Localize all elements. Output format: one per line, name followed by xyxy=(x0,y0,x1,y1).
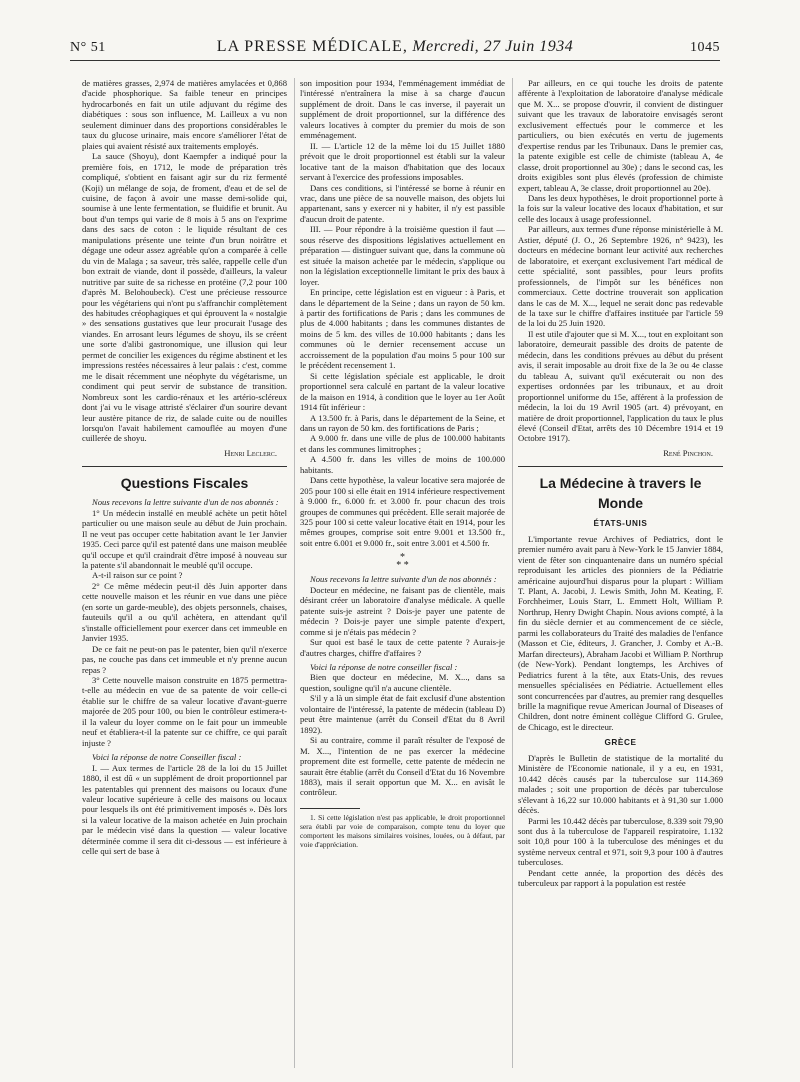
section-rule xyxy=(518,466,723,467)
column-divider xyxy=(512,78,513,1068)
paragraph: III. — Pour répondre à la troisième question il faut — sous réserve des dispositions législatives actuellement en préparation — distinguer suivant que, dans la commune où est située la maison achetée par le médecin, s'applique ou non la législation exceptionnelle limitant le prix des baux à loyer. xyxy=(300,224,505,287)
paragraph: D'après le Bulletin de statistique de la mortalité du Ministère de l'Economie nationale, il y a eu, en 1931, 10.442 décès causés par la tuberculose sur 114.369 malades ; soit une proportion de décès par tuberculose s'élevant à 16,22 sur 10.000 habitants et à 91,30 sur 1.000 décès. xyxy=(518,752,723,816)
masthead xyxy=(70,38,720,56)
reply-intro: Voici la réponse de notre conseiller fiscal : xyxy=(310,662,458,673)
paragraph: Parmi les 10.442 décès par tuberculose, 8.339 soit 79,90 sont dus à la tuberculose de l'appareil respiratoire, 1.132 soit 10,8 pour 100 à la tuberculose des méninges et du système nerveux central et 971, soit 9,3 pour 100 à d'autres tuberculoses. xyxy=(518,815,723,868)
paragraph: Si au contraire, comme il paraît résulter de l'exposé de M. X..., l'intention de ne pas exercer la médecine proprement dite est formelle, cette patente de médecin ne saurait être établie (arrêt du Conseil d'Etat du 16 Novembre 1883), mais il serait opportun que M. X... en avisât le contrôleur. xyxy=(300,735,505,798)
page-number: 1045 xyxy=(690,40,720,55)
paragraph: Docteur en médecine, ne faisant pas de clientèle, mais désirant créer un laboratoire d'analyse médicale. A quelle patente suis-je astreint ? Dois-je payer une patente de médecin ? Dois-je payer une simple patente d'expert, comme si je n'étais pas médecin ? xyxy=(300,584,505,637)
paragraph: A 9.000 fr. dans une ville de plus de 100.000 habitants et dans les communes limitrophes ; xyxy=(300,433,505,454)
section-rule xyxy=(82,466,287,467)
paragraph: Par ailleurs, aux termes d'une réponse ministérielle à M. Astier, député (J. O., 26 Septembre 1926, n° 9423), les docteurs en médecine bornant leur activité aux recherches de laboratoire, et exerçant exclusivement l'art médical de cette spécialité, sont passibles, pour leurs profits professionnels, de l'impôt sur les bénéfices non commerciaux. Cette doctrine trouverait son application dans le cas de M. X..., lequel ne serait donc pas redevable de la taxe sur le chiffre d'affaires instituée par l'article 59 de la loi du 25 Juin 1920. xyxy=(518,224,723,329)
asterism: * * * xyxy=(396,552,409,572)
paragraph: Bien que docteur en médecine, M. X..., dans sa question, souligne qu'il n'a aucune clientèle. xyxy=(300,672,505,693)
paragraph: Dans cette hypothèse, la valeur locative sera majorée de 205 pour 100 si elle était en 1914 inférieure respectivement à 9.000 fr., 6.000 fr. et 3.000 fr. pour chacun des trois groupes de communes qui précèdent. Elle serait majorée de 325 pour 100 si cette valeur locative était en 1914, pour les mêmes groupes, comprise soit entre 9.001 et 13.500 fr., soit entre 6.001 et 9.000 fr., soit entre 3.001 et 4.500 fr. xyxy=(300,475,505,548)
paragraph: A-t-il raison sur ce point ? xyxy=(92,570,183,581)
author-signature: Henri Leclerc. xyxy=(224,447,277,458)
issue-number: N° 51 xyxy=(70,40,106,55)
column-1 xyxy=(82,78,287,1068)
paragraph: II. — L'article 12 de la même loi du 15 Juillet 1880 prévoit que le droit proportionnel est établi sur la valeur locative tant de la maison d'habitation que des locaux servant à l'exercice des professions imposables. xyxy=(300,140,505,183)
publication-name: LA PRESSE MÉDICALE, xyxy=(216,38,408,55)
letter-intro: Nous recevons la lettre suivante d'un de nos abonnés : xyxy=(92,497,279,508)
column-divider xyxy=(294,78,295,1068)
section-title-medecine-monde: La Médecine à travers le Monde xyxy=(539,475,702,512)
paragraph: L'importante revue Archives of Pediatrics, dont le premier numéro avait paru à New-York le 15 Janvier 1884, vient de fêter son cinquantenaire dans un numéro spécial reproduisant les articles des pionniers de la Pédiatrie américaine aujourd'hui disparus pour la plupart : William T. Plant, A. Jacobi, J. Lewis Smith, John M. Keating, F. Forchheimer, Louis Starr, L. Emmett Holt, William P. Northrup, Henry Dwight Chapin. Nous avions compté, à la fin du siècle dernier et au commencement de ce siècle, parmi les collaborateurs du Traité des maladies de l'enfance (Masson et Cie, éditeurs, J. Grancher, J. Comby et A.-B. Marfan directeurs), Abraham Jacobi et William P. Northrup (de New-York). Pendant longtemps, les Archives of Pediatrics furent à la tête, aux Etats-Unis, des revues mensuelles spécialisées en Pédiatrie. Actuellement elles sont concurrencées par d'autres, au premier rang desquelles brille la magnifique revue American Journal of Diseases of Children, dont notre éminent collègue Clifford G. Grulee, de Chicago, est le directeur. xyxy=(518,533,723,732)
column-3 xyxy=(518,78,723,1068)
reply-intro: Voici la réponse de notre Conseiller fiscal : xyxy=(92,752,242,763)
paragraph: 3° Cette nouvelle maison construite en 1875 permettra-t-elle au médecin en vue de sa patente de voir celle-ci établie sur le chiffre de sa valeur locative d'avant-guerre majorée de 205 pour 100, ou bien le contrôleur estimera-t-il la valeur du loyer comme on le fait pour un immeuble neuf et établiera-t-il la patente sur ce chiffre, ce qui paraît injuste ? xyxy=(82,675,287,748)
paragraph: Dans les deux hypothèses, le droit proportionnel porte à la fois sur la valeur locative des locaux d'habitation, et sur celle des locaux à usage professionnel. xyxy=(518,192,723,224)
paragraph: 1° Un médecin installé en meublé achète un petit hôtel particulier ou une maison seule au début de Juin prochain. Il ne veut pas occuper cette habitation avant le 1er Janvier 1935. Ceci parce qu'il est patenté dans une maison meublée qu'il occupe et qu'il craindrait d'être imposé à nouveau sur la patente s'il abandonnait le meublé qu'il occupe. xyxy=(82,507,287,571)
column-2 xyxy=(300,78,505,1068)
paragraph: Dans ces conditions, si l'intéressé se borne à réunir en vrac, dans une pièce de sa nouvelle maison, des objets lui appartenant, sans y exercer ni y habiter, il n'y est passible d'aucun droit de patente. xyxy=(300,182,505,224)
issue-date: Mercredi, 27 Juin 1934 xyxy=(412,38,574,55)
paragraph: En principe, cette législation est en vigueur : à Paris, et dans le département de la Seine ; dans un rayon de 50 km. à partir des fortifications de Paris ; dans les communes de plus de 4.000 habitants ; dans les communes distantes de moins de 5 km. des villes de 10.000 habitants ; dans les communes où le dernier recensement accuse un accroissement de la population d'au moins 5 pour 100 sur le précédent recensement 1. xyxy=(300,287,505,371)
paragraph: S'il y a là un simple état de fait exclusif d'une abstention volontaire de l'intéressé, la patente de médecin (tableau D) peut être maintenue (arrêt du Conseil d'Etat du 8 Avril 1892). xyxy=(300,693,505,735)
paragraph: De ce fait ne peut-on pas le patenter, bien qu'il n'exerce pas, ne couche pas dans cet immeuble et n'y prenne aucun repas ? xyxy=(82,643,287,675)
letter-intro: Nous recevons la lettre suivante d'un de nos abonnés : xyxy=(310,574,497,585)
subsection-grece: GRÈCE xyxy=(604,738,637,748)
paragraph: A 13.500 fr. à Paris, dans le département de la Seine, et dans un rayon de 50 km. des fortifications de Paris ; xyxy=(300,412,505,433)
paragraph: A 4.500 fr. dans les villes de moins de 100.000 habitants. xyxy=(300,454,505,475)
paragraph: Si cette législation spéciale est applicable, le droit proportionnel sera calculé en partant de la valeur locative de la maison en 1914, à condition que le loyer au 1er Août 1914 fût inférieur : xyxy=(300,370,505,413)
paragraph: Sur quoi est basé le taux de cette patente ? Aurais-je d'autres charges, chiffre d'affaires ? xyxy=(300,637,505,658)
running-head xyxy=(70,34,720,61)
paragraph: La sauce (Shoyu), dont Kaempfer a indiqué pour la première fois, en 1712, le mode de préparation très compliqué, s'obtient en faisant agir sur du riz fermenté (Koji) un mélange de soja, de froment, d'eau et de sel de cuisine, de façon à avoir une masse demi-solide qui, soumise à une lente fermentation, se fluidifie et brunit. Au bout d'un temps qui varie de 8 mois à 5 ans on l'exprime dans des sacs de coton : le liquide résultant de ces manipulations présente une teinte d'un brun noirâtre et dégage une odeur assez agréable qu'on a comparée à celle du vin de Malaga ; sa saveur, très salée, rappelle celle d'un bon extrait de viande, dont il possède, d'ailleurs, la valeur nutritive par suite de sa richesse en protéine (7,2 pour 100 d'après M. Belohoubeck). C'est une précieuse ressource pour les végétariens qui n'ont pu s'affranchir complètement des habitudes créophagiques et qui éprouvent la « nostalgie » des sensations gustatives que leur procurait l'usage des viandes. En arrosant leurs légumes de shoyu, ils se créent une sorte d'alibi gastronomique, une illusion qui leur permet de concilier les exigences du régime abstinent et les impressions restées nécessaires à leur palais : c'est, comme me le disait récemment une néophyte du végétarisme, un condiment qui peut servir de substance de transition. Nombreux sont les cardio-rénaux et les artério-scléreux dont j'ai vu le visage attristé s'éclairer d'un sourire devant leur austère pitance de riz, de salade cuite ou de nouilles lorsqu'on l'avait habilement camouflée au moyen d'une cuillerée de shoyu. xyxy=(82,151,287,444)
paragraph: Il est utile d'ajouter que si M. X..., tout en exploitant son laboratoire, demeurait passible des droits de patente de médecin, dans les conditions prévues au début du présent avis, il serait imposable au droit fixe de la 3e ou 4e classe du tableau A, suivant qu'il exécuterait ou non des expertises ordonnées par les tribunaux, et au droit proportionnel uniforme du 15e, afférent à la profession de médecin, la loi du 19 Avril 1905 (art. 4) prévoyant, en matière de droit proportionnel, l'application du taux le plus élevé (Conseil d'Etat, arrêts des 10 Décembre 1914 et 19 Octobre 1917). xyxy=(518,328,723,444)
footnote-rule xyxy=(300,808,360,809)
paragraph: de matières grasses, 2,974 de matières amylacées et 0,868 d'acide phosphorique. Sa faible teneur en principes hydrocarbonés en fait un utile adjuvant du régime des diabétiques : sous son influence, M. Lailleux a vu non seulement diminuer dans des proportions considérables le taux du glucose urinaire, mais encore s'améliorer l'état de plaies qui avaient résisté aux traitements employés. xyxy=(82,78,287,151)
footnote: 1. Si cette législation n'est pas applicable, le droit proportionnel sera établi par voie de comparaison, compte tenu du loyer que comportent les maisons similaires voisines, louées, ou à défaut, par voie d'appréciation. xyxy=(300,812,505,849)
subsection-etats-unis: ÉTATS-UNIS xyxy=(593,519,648,529)
author-signature: René Pinchon. xyxy=(663,447,713,458)
paragraph: Par ailleurs, en ce qui touche les droits de patente afférente à l'exploitation de laboratoire d'analyse médicale que M. X... se propose d'ouvrir, il convient de distinguer suivant que les travaux de laboratoire envisagés seront exclusivement effectués pour le commerce et les particuliers, ou bien exécutés en vertu de jugements d'expertise rendus par les Tribunaux. Dans le premier cas, la patente exigible est celle de chimiste (tableau A, 4e classe, droit proportionnel au 30e) ; dans le second cas, les droits exigibles sont plus élevés (profession de chimiste expert, tableau A, 3e classe, droit proportionnel au 20e). xyxy=(518,78,723,193)
paragraph: I. — Aux termes de l'article 28 de la loi du 15 Juillet 1880, il est dû « un supplément de droit proportionnel par les patentables qui prennent des maisons ou locaux d'une valeur locative supérieure à celle des maisons ou locaux pour lesquels ils ont été primitivement imposés ». Dès lors si la valeur locative de la maison achetée en Juin prochain par le médecin visé dans la question — valeur locative déterminée comme il sera dit ci-dessous — est inférieure à celle qui sert de base à xyxy=(82,762,287,857)
paragraph: son imposition pour 1934, l'emménagement immédiat de l'intéressé n'entraînera la mise à sa charge d'aucun supplément de droit. Dans le cas inverse, il payerait un supplément de droit proportionnel, sur la différence des valeurs locatives à compter du premier du mois de son emménagement. xyxy=(300,78,505,141)
section-title-questions-fiscales: Questions Fiscales xyxy=(120,475,249,492)
paragraph: Pendant cette année, la proportion des décès des tuberculeux par rapport à la population est restée xyxy=(518,867,723,889)
paragraph: 2° Ce même médecin peut-il dès Juin apporter dans cette nouvelle maison et les réunir en vue dans une pièce (en sorte un garde-meuble), des objets personnels, chaises, fauteuils qu'il a ou qu'il achètera, en attendant qu'il s'installe officiellement pour exercer dans cet immeuble en Janvier 1935. xyxy=(82,580,287,644)
